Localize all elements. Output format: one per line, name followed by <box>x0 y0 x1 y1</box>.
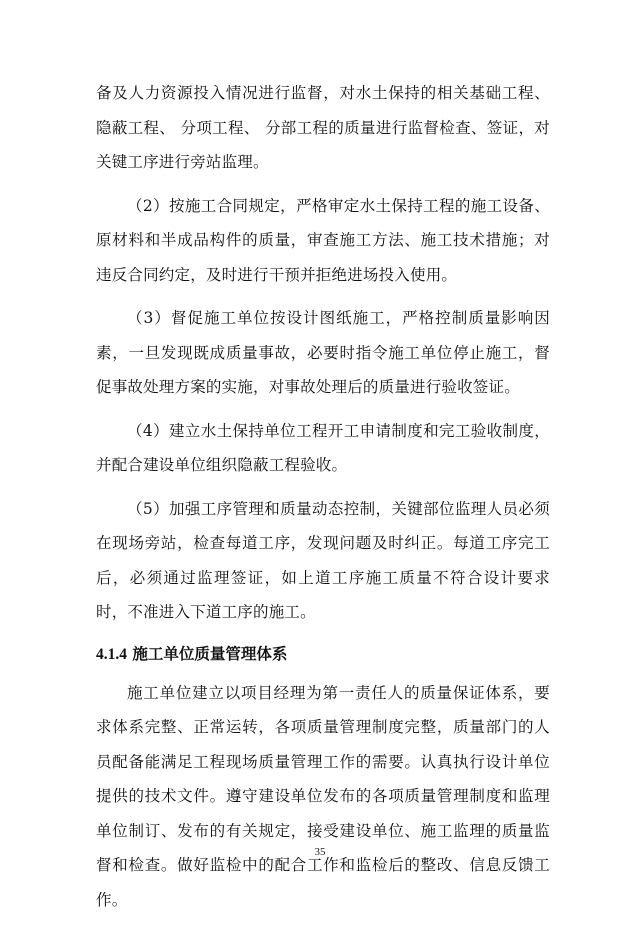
page-number: 35 <box>314 846 326 858</box>
section-title: 施工单位质量管理体系 <box>132 643 288 663</box>
section-heading <box>96 639 550 670</box>
section-number: 4.1.4 <box>96 645 127 663</box>
section-paragraph: 施工单位建立以项目经理为第一责任人的质量保证体系，要求体系完整、正常运转，各项质量管理制度完整，质量部门的人员配备能满足工程现场质量管理工作的需要。认真执行设计单位提供的技术文件。遵守建设单位发布的各项质量管理制度和监理单位制订、发布的有关规定，接受建设单位、施工监理的质量监督和检查。做好监检中的配合工作和监检后的整改、信息反馈工作。 <box>96 683 550 909</box>
paragraph-item-3: （3）督促施工单位按设计图纸施工，严格控制质量影响因素，一旦发现既成质量事故，必要时指令施工单位停止施工，督促事故处理方案的实施，对事故处理后的质量进行验收签证。 <box>96 309 550 396</box>
paragraph-continuation: 备及人力资源投入情况进行监督，对水土保持的相关基础工程、隐蔽工程、 分项工程、 分部工程的质量进行监督检查、签证，对关键工序进行旁站监理。 <box>96 84 550 171</box>
paragraph-item-2: （2）按施工合同规定，严格审定水土保持工程的施工设备、原材料和半成品构件的质量，审查施工方法、施工技术措施；对违反合同约定，及时进行干预并拒绝进场投入使用。 <box>96 196 550 284</box>
page-content <box>96 76 550 926</box>
paragraph-item-4: （4）建立水土保持单位工程开工申请制度和完工验收制度，并配合建设单位组织隐蔽工程验收。 <box>96 421 550 474</box>
paragraph-item-5: （5）加强工序管理和质量动态控制，关键部位监理人员必须在现场旁站，检查每道工序，发现问题及时纠正。每道工序完工后，必须通过监理签证，如上道工序施工质量不符合设计要求时，不准进入下道工序的施工。 <box>96 499 550 621</box>
